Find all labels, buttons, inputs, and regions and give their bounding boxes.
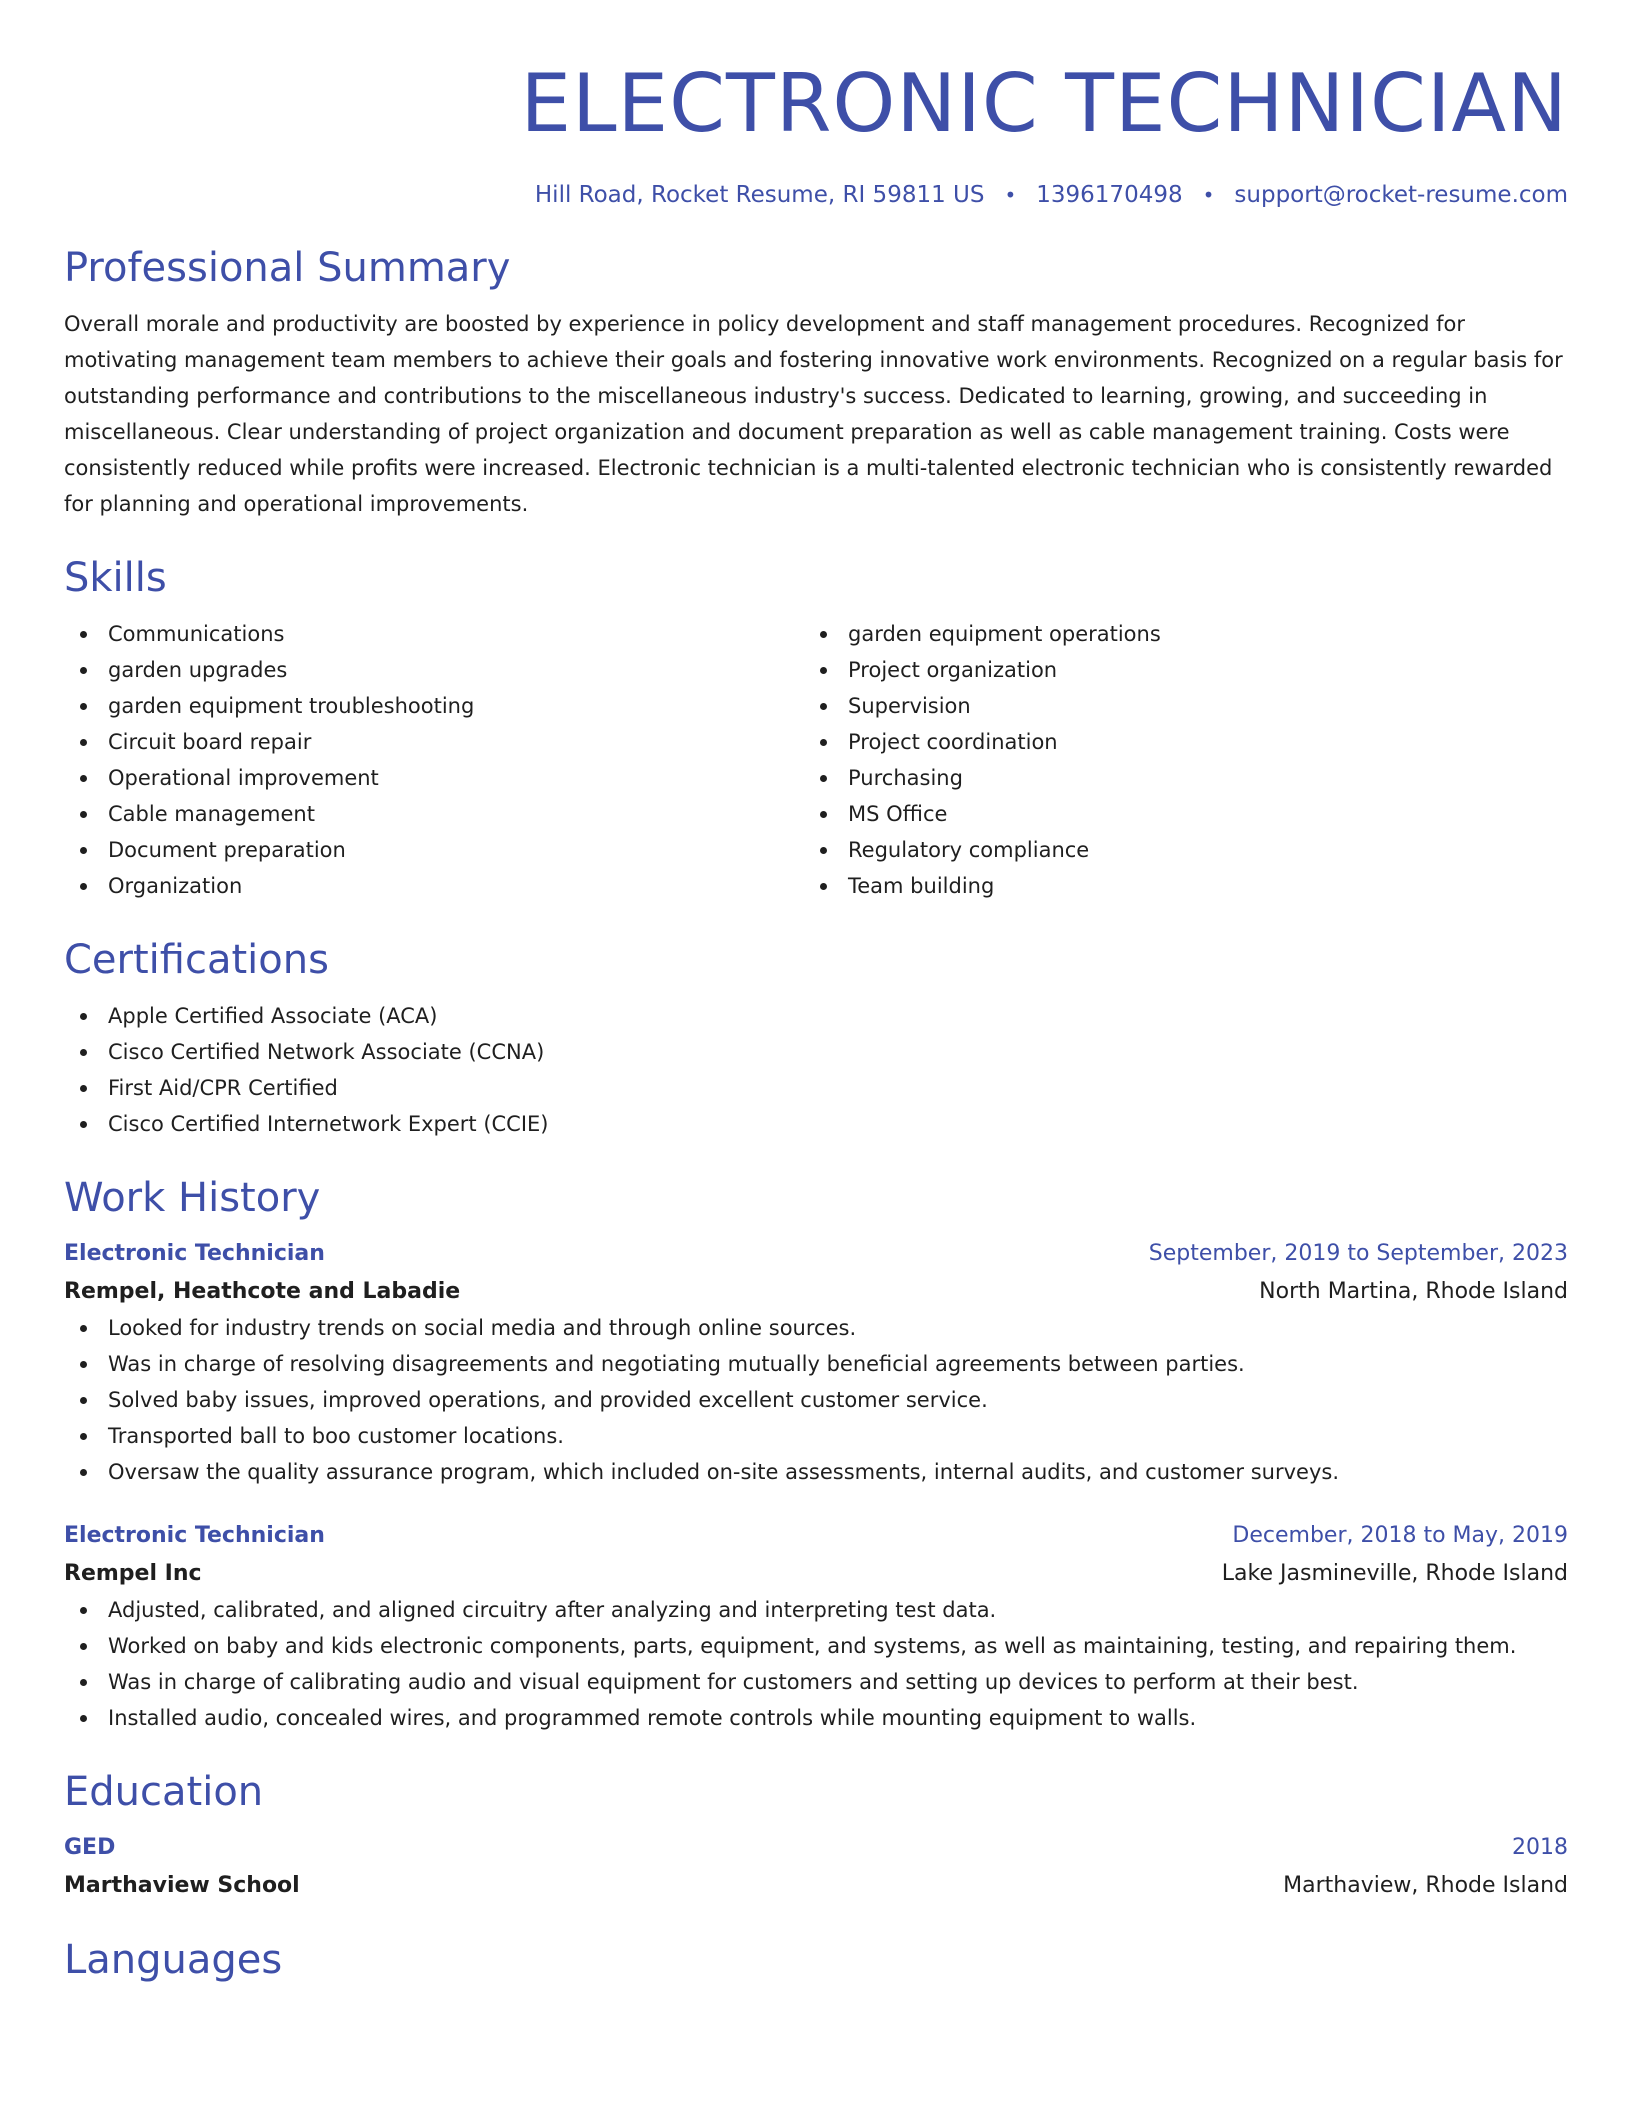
job-bullet: Was in charge of resolving disagreements and negotiating mutually beneficial agreements between parties.: [64, 1346, 1568, 1382]
skills-right-list: [804, 616, 1544, 904]
certification-item: First Aid/CPR Certified: [64, 1070, 1568, 1106]
school-name: Marthaview School: [64, 1873, 300, 1898]
job-location: North Martina, Rhode Island: [1259, 1279, 1568, 1304]
skill-item: garden equipment operations: [804, 616, 1544, 652]
skills-section: [64, 552, 1568, 904]
job-bullet: Worked on baby and kids electronic components, parts, equipment, and systems, as well as maintaining, testing, and repairing them.: [64, 1628, 1568, 1664]
job-bullet: Transported ball to boo customer locations.: [64, 1418, 1568, 1454]
separator-dot: •: [1004, 183, 1017, 207]
job-subheader: [64, 1274, 1568, 1310]
skill-item: Project coordination: [804, 724, 1544, 760]
skill-item: Supervision: [804, 688, 1544, 724]
contact-line: [64, 180, 1568, 210]
skill-item: Regulatory compliance: [804, 832, 1544, 868]
company-name: Rempel, Heathcote and Labadie: [64, 1279, 461, 1304]
languages-title: Languages: [64, 1937, 283, 1983]
job-header: [64, 1520, 1568, 1552]
job-bullet: Adjusted, calibrated, and aligned circuitry after analyzing and interpreting test data.: [64, 1592, 1568, 1628]
skill-item: Organization: [64, 868, 804, 904]
job-subheader: [64, 1556, 1568, 1592]
job-bullets: [64, 1310, 1568, 1490]
education-subheader: [64, 1868, 1568, 1904]
job-bullet: Looked for industry trends on social media and through online sources.: [64, 1310, 1568, 1346]
degree: GED: [64, 1835, 116, 1860]
skill-item: garden upgrades: [64, 652, 804, 688]
education-title: Education: [64, 1769, 264, 1815]
job-bullet: Installed audio, concealed wires, and programmed remote controls while mounting equipment to walls.: [64, 1700, 1568, 1736]
education-header: [64, 1832, 1568, 1864]
skills-grid: [64, 616, 1568, 904]
candidate-name: ELECTRONIC TECHNICIAN: [520, 57, 1568, 150]
skills-left-list: [64, 616, 804, 904]
separator-dot: •: [1202, 183, 1215, 207]
skill-item: MS Office: [804, 796, 1544, 832]
certifications-title: Certifications: [64, 937, 329, 983]
job-title: Electronic Technician: [64, 1523, 325, 1548]
skill-item: Operational improvement: [64, 760, 804, 796]
skills-title: Skills: [64, 555, 167, 601]
work-history-title: Work History: [64, 1175, 321, 1221]
skill-item: Project organization: [804, 652, 1544, 688]
job-entry: [64, 1520, 1568, 1736]
skill-item: Team building: [804, 868, 1544, 904]
job-title: Electronic Technician: [64, 1241, 325, 1266]
job-header: [64, 1238, 1568, 1270]
address: Hill Road, Rocket Resume, RI 59811 US: [534, 182, 985, 208]
work-history-section: [64, 1172, 1568, 1736]
summary-section: [64, 242, 1568, 522]
skill-item: garden equipment troubleshooting: [64, 688, 804, 724]
job-bullet: Oversaw the quality assurance program, which included on-site assessments, internal audits, and customer surveys.: [64, 1454, 1568, 1490]
certifications-section: [64, 934, 1568, 1142]
education-section: [64, 1766, 1568, 1904]
summary-text: Overall morale and productivity are boosted by experience in policy development and staff management procedures. Recognized for motivating management team members to achieve their goals and fostering innovative work environments. Recognized on a regular basis for outstanding performance and contributions to the miscellaneous industry's success. Dedicated to learning, growing, and succeeding in miscellaneous. Clear understanding of project organization and document preparation as well as cable management training. Costs were consistently reduced while profits were increased. Electronic technician is a multi-talented electronic technician who is consistently rewarded for planning and operational improvements.: [64, 312, 1563, 516]
job-dates: September, 2019 to September, 2023: [1148, 1241, 1568, 1266]
job-location: Lake Jasmineville, Rhode Island: [1221, 1561, 1568, 1586]
languages-section: [64, 1934, 1568, 1986]
resume-header: [64, 0, 1568, 210]
job-entry: [64, 1238, 1568, 1490]
skill-item: Communications: [64, 616, 804, 652]
job-bullet: Solved baby issues, improved operations, and provided excellent customer service.: [64, 1382, 1568, 1418]
resume-page: [64, 0, 1568, 1986]
skill-item: Document preparation: [64, 832, 804, 868]
summary-title: Professional Summary: [64, 245, 511, 291]
job-dates: December, 2018 to May, 2019: [1232, 1523, 1568, 1548]
job-bullet: Was in charge of calibrating audio and visual equipment for customers and setting up devices to perform at their best.: [64, 1664, 1568, 1700]
job-bullets: [64, 1592, 1568, 1736]
certification-item: Apple Certified Associate (ACA): [64, 998, 1568, 1034]
skill-item: Cable management: [64, 796, 804, 832]
phone: 1396170498: [1036, 182, 1183, 208]
certification-item: Cisco Certified Internetwork Expert (CCIE): [64, 1106, 1568, 1142]
graduation-year: 2018: [1512, 1835, 1568, 1860]
certifications-list: [64, 998, 1568, 1142]
certification-item: Cisco Certified Network Associate (CCNA): [64, 1034, 1568, 1070]
company-name: Rempel Inc: [64, 1561, 202, 1586]
school-location: Marthaview, Rhode Island: [1283, 1873, 1568, 1898]
email: support@rocket-resume.com: [1234, 182, 1568, 208]
skill-item: Circuit board repair: [64, 724, 804, 760]
skill-item: Purchasing: [804, 760, 1544, 796]
